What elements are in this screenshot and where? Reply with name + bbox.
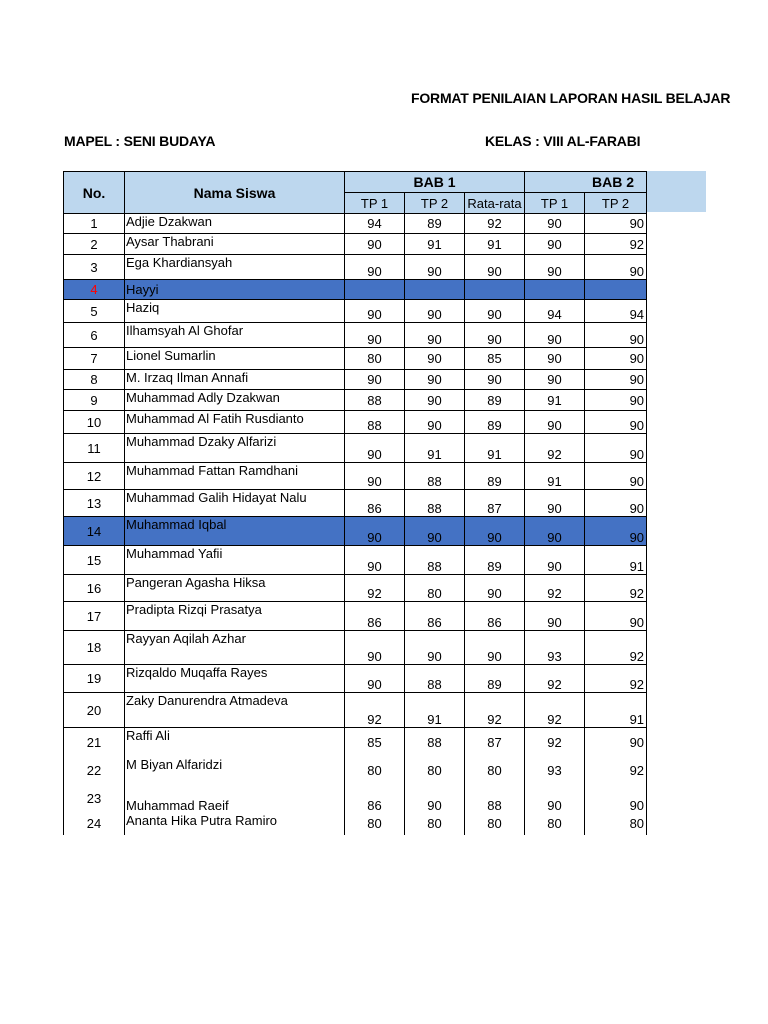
cell-no: 15 [64, 546, 125, 575]
cell-bab2-tp2: 90 [585, 784, 647, 813]
header-no: No. [64, 172, 125, 214]
cell-no: 22 [64, 757, 125, 784]
cell-no: 1 [64, 214, 125, 234]
header-fill-extension [646, 171, 706, 212]
cell-nama: Muhammad Fattan Ramdhani [125, 463, 345, 490]
cell-bab1-rata: 89 [465, 665, 525, 693]
header-bab1: BAB 1 [345, 172, 525, 193]
cell-no: 23 [64, 784, 125, 813]
cell-nama: Muhammad Dzaky Alfarizi [125, 434, 345, 463]
grades-table [63, 171, 647, 835]
cell-bab2-tp2: 90 [585, 411, 647, 434]
cell-bab1-tp2: 90 [405, 631, 465, 665]
cell-bab1-tp2: 80 [405, 813, 465, 835]
cell-no: 8 [64, 370, 125, 390]
cell-bab2-tp1: 90 [525, 323, 585, 348]
cell-bab1-tp1: 80 [345, 813, 405, 835]
cell-bab2-tp1: 90 [525, 234, 585, 255]
cell-bab2-tp1: 92 [525, 575, 585, 602]
cell-bab2-tp1: 91 [525, 463, 585, 490]
cell-bab2-tp1 [525, 280, 585, 300]
cell-bab1-tp1: 90 [345, 434, 405, 463]
cell-bab1-tp2: 90 [405, 300, 465, 323]
cell-bab1-rata: 91 [465, 234, 525, 255]
cell-bab1-tp2: 91 [405, 693, 465, 728]
cell-no: 7 [64, 348, 125, 370]
cell-bab1-tp2: 90 [405, 411, 465, 434]
cell-nama: Zaky Danurendra Atmadeva [125, 693, 345, 728]
cell-bab1-tp2: 90 [405, 784, 465, 813]
header-bab2-tp1: TP 1 [525, 193, 585, 214]
cell-bab1-tp1: 90 [345, 300, 405, 323]
cell-bab2-tp2: 90 [585, 214, 647, 234]
cell-no: 2 [64, 234, 125, 255]
table-row [64, 390, 647, 411]
cell-bab1-rata: 90 [465, 517, 525, 546]
cell-bab1-tp2: 91 [405, 234, 465, 255]
cell-bab2-tp2 [585, 280, 647, 300]
cell-nama: Ilhamsyah Al Ghofar [125, 323, 345, 348]
cell-bab2-tp1: 90 [525, 411, 585, 434]
cell-no: 24 [64, 813, 125, 835]
table-row [64, 665, 647, 693]
cell-bab1-rata: 90 [465, 370, 525, 390]
table-row [64, 575, 647, 602]
cell-bab1-tp1: 90 [345, 255, 405, 280]
cell-bab2-tp1: 90 [525, 546, 585, 575]
cell-no: 3 [64, 255, 125, 280]
cell-bab1-rata: 90 [465, 300, 525, 323]
cell-nama: Muhammad Galih Hidayat Nalu [125, 490, 345, 517]
cell-nama: Rizqaldo Muqaffa Rayes [125, 665, 345, 693]
cell-bab1-rata: 87 [465, 490, 525, 517]
kelas-label: KELAS : VIII AL-FARABI [485, 133, 641, 149]
cell-no: 21 [64, 728, 125, 757]
cell-bab1-rata: 87 [465, 728, 525, 757]
table-row [64, 434, 647, 463]
cell-bab2-tp2: 91 [585, 546, 647, 575]
cell-bab2-tp1: 90 [525, 255, 585, 280]
table-row [64, 348, 647, 370]
cell-bab1-rata: 89 [465, 546, 525, 575]
header-nama-siswa: Nama Siswa [125, 172, 345, 214]
cell-nama: Muhammad Iqbal [125, 517, 345, 546]
cell-bab2-tp1: 92 [525, 693, 585, 728]
cell-bab2-tp2: 90 [585, 390, 647, 411]
cell-bab2-tp2: 90 [585, 348, 647, 370]
cell-nama: Adjie Dzakwan [125, 214, 345, 234]
cell-bab1-tp1: 85 [345, 728, 405, 757]
header-bab1-tp1: TP 1 [345, 193, 405, 214]
cell-bab2-tp2: 92 [585, 631, 647, 665]
table-row [64, 411, 647, 434]
table-row [64, 602, 647, 631]
cell-bab2-tp1: 94 [525, 300, 585, 323]
cell-bab1-tp2: 91 [405, 434, 465, 463]
cell-nama: Muhammad Al Fatih Rusdianto [125, 411, 345, 434]
table-row [64, 255, 647, 280]
cell-bab1-tp2: 88 [405, 546, 465, 575]
cell-no: 20 [64, 693, 125, 728]
cell-bab2-tp1: 80 [525, 813, 585, 835]
cell-bab1-tp1: 80 [345, 757, 405, 784]
cell-no: 12 [64, 463, 125, 490]
cell-nama: Haziq [125, 300, 345, 323]
cell-no: 17 [64, 602, 125, 631]
cell-bab2-tp1: 93 [525, 757, 585, 784]
cell-bab1-tp2: 80 [405, 757, 465, 784]
cell-bab1-tp1: 80 [345, 348, 405, 370]
cell-nama: Rayyan Aqilah Azhar [125, 631, 345, 665]
cell-bab2-tp1: 92 [525, 728, 585, 757]
cell-nama: Ananta Hika Putra Ramiro [125, 813, 345, 835]
cell-bab1-tp1: 88 [345, 390, 405, 411]
cell-nama: Muhammad Adly Dzakwan [125, 390, 345, 411]
cell-bab2-tp2: 91 [585, 693, 647, 728]
cell-bab2-tp2: 90 [585, 370, 647, 390]
cell-bab1-tp2: 86 [405, 602, 465, 631]
cell-no: 16 [64, 575, 125, 602]
cell-bab1-tp1 [345, 280, 405, 300]
cell-bab2-tp1: 90 [525, 370, 585, 390]
table-row [64, 214, 647, 234]
cell-bab2-tp2: 90 [585, 323, 647, 348]
cell-bab1-rata: 90 [465, 255, 525, 280]
table-row [64, 517, 647, 546]
cell-bab1-tp1: 90 [345, 370, 405, 390]
table-row [64, 280, 647, 300]
cell-no: 6 [64, 323, 125, 348]
cell-bab2-tp2: 90 [585, 434, 647, 463]
cell-no: 14 [64, 517, 125, 546]
cell-bab1-tp2: 90 [405, 255, 465, 280]
cell-bab1-tp2: 90 [405, 517, 465, 546]
cell-bab2-tp2: 92 [585, 757, 647, 784]
table-row [64, 370, 647, 390]
cell-bab2-tp2: 90 [585, 490, 647, 517]
cell-bab2-tp1: 93 [525, 631, 585, 665]
cell-bab1-tp1: 86 [345, 490, 405, 517]
cell-bab2-tp2: 92 [585, 234, 647, 255]
cell-bab1-rata: 90 [465, 323, 525, 348]
cell-nama: Hayyi [125, 280, 345, 300]
cell-bab1-rata: 89 [465, 411, 525, 434]
cell-no: 4 [64, 280, 125, 300]
header-bab1-rata: Rata-rata [465, 193, 525, 214]
cell-no: 18 [64, 631, 125, 665]
cell-bab1-rata: 86 [465, 602, 525, 631]
cell-bab1-rata [465, 280, 525, 300]
cell-nama: Aysar Thabrani [125, 234, 345, 255]
cell-no: 19 [64, 665, 125, 693]
cell-bab1-rata: 91 [465, 434, 525, 463]
cell-nama: Pangeran Agasha Hiksa [125, 575, 345, 602]
cell-bab1-tp2: 88 [405, 463, 465, 490]
cell-nama: M Biyan Alfaridzi [125, 757, 345, 784]
table-row [64, 728, 647, 757]
cell-bab1-tp2: 89 [405, 214, 465, 234]
cell-bab1-tp1: 90 [345, 631, 405, 665]
cell-nama: Muhammad Yafii [125, 546, 345, 575]
cell-bab2-tp2: 90 [585, 728, 647, 757]
table-row [64, 546, 647, 575]
cell-bab2-tp1: 90 [525, 602, 585, 631]
header-bab2: BAB 2 [525, 172, 647, 193]
cell-bab1-tp1: 86 [345, 784, 405, 813]
cell-bab1-rata: 85 [465, 348, 525, 370]
cell-bab1-rata: 92 [465, 693, 525, 728]
table-row [64, 323, 647, 348]
cell-bab1-tp1: 86 [345, 602, 405, 631]
cell-nama: Pradipta Rizqi Prasatya [125, 602, 345, 631]
cell-bab2-tp2: 92 [585, 575, 647, 602]
table-row [64, 300, 647, 323]
cell-bab1-tp2: 90 [405, 390, 465, 411]
cell-bab1-tp2: 90 [405, 370, 465, 390]
cell-bab2-tp2: 80 [585, 813, 647, 835]
table-row [64, 490, 647, 517]
table-row [64, 813, 647, 835]
cell-bab2-tp1: 91 [525, 390, 585, 411]
cell-bab1-tp1: 90 [345, 546, 405, 575]
cell-bab1-tp2: 88 [405, 728, 465, 757]
cell-bab2-tp2: 90 [585, 255, 647, 280]
cell-bab2-tp2: 94 [585, 300, 647, 323]
cell-bab1-tp1: 92 [345, 693, 405, 728]
cell-bab1-tp1: 88 [345, 411, 405, 434]
cell-bab1-tp2: 80 [405, 575, 465, 602]
cell-bab1-rata: 80 [465, 813, 525, 835]
table-row [64, 757, 647, 784]
table-row [64, 693, 647, 728]
cell-bab2-tp1: 90 [525, 517, 585, 546]
cell-bab1-rata: 88 [465, 784, 525, 813]
cell-bab1-rata: 90 [465, 631, 525, 665]
table-row [64, 631, 647, 665]
cell-bab2-tp2: 90 [585, 517, 647, 546]
cell-nama: Ega Khardiansyah [125, 255, 345, 280]
cell-bab1-tp1: 94 [345, 214, 405, 234]
cell-no: 13 [64, 490, 125, 517]
cell-no: 5 [64, 300, 125, 323]
table-row [64, 463, 647, 490]
sheet-title: FORMAT PENILAIAN LAPORAN HASIL BELAJAR [411, 90, 731, 106]
cell-bab2-tp1: 92 [525, 434, 585, 463]
cell-bab1-tp1: 92 [345, 575, 405, 602]
cell-nama: Raffi Ali [125, 728, 345, 757]
cell-bab1-tp1: 90 [345, 323, 405, 348]
cell-nama: Muhammad Raeif [125, 784, 345, 813]
cell-bab1-tp2: 88 [405, 665, 465, 693]
cell-bab2-tp2: 92 [585, 665, 647, 693]
cell-bab2-tp2: 90 [585, 602, 647, 631]
cell-bab1-rata: 89 [465, 390, 525, 411]
cell-bab2-tp1: 90 [525, 490, 585, 517]
cell-bab2-tp1: 90 [525, 348, 585, 370]
cell-no: 11 [64, 434, 125, 463]
cell-bab2-tp1: 90 [525, 214, 585, 234]
cell-bab1-rata: 92 [465, 214, 525, 234]
cell-bab2-tp2: 90 [585, 463, 647, 490]
cell-bab2-tp1: 90 [525, 784, 585, 813]
header-bab2-tp2: TP 2 [585, 193, 647, 214]
cell-bab1-tp2: 88 [405, 490, 465, 517]
cell-bab1-tp1: 90 [345, 463, 405, 490]
cell-bab1-tp1: 90 [345, 665, 405, 693]
cell-nama: Lionel Sumarlin [125, 348, 345, 370]
table-row [64, 784, 647, 813]
cell-bab1-rata: 89 [465, 463, 525, 490]
cell-no: 9 [64, 390, 125, 411]
cell-bab1-rata: 90 [465, 575, 525, 602]
cell-bab1-tp2: 90 [405, 348, 465, 370]
table-row [64, 234, 647, 255]
header-bab1-tp2: TP 2 [405, 193, 465, 214]
cell-no: 10 [64, 411, 125, 434]
mapel-label: MAPEL : SENI BUDAYA [64, 133, 216, 149]
cell-bab2-tp1: 92 [525, 665, 585, 693]
cell-nama: M. Irzaq Ilman Annafi [125, 370, 345, 390]
cell-bab1-tp1: 90 [345, 517, 405, 546]
cell-bab1-tp1: 90 [345, 234, 405, 255]
cell-bab1-tp2 [405, 280, 465, 300]
cell-bab1-rata: 80 [465, 757, 525, 784]
cell-bab1-tp2: 90 [405, 323, 465, 348]
